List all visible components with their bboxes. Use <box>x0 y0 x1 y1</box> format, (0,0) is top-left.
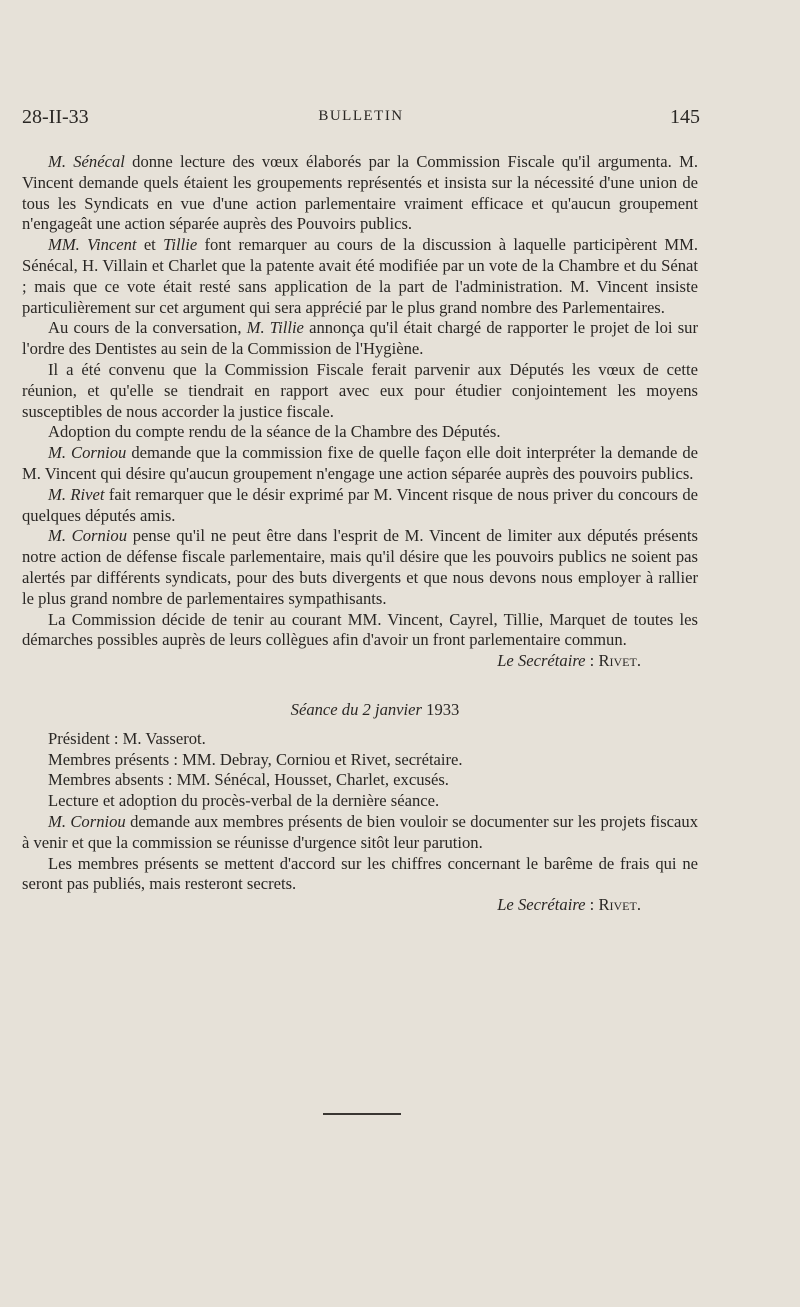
paragraph <box>22 729 698 750</box>
paragraph-text: La Commission décide de tenir au courant MM. Vincent, Cayrel, Tillie, Marquet de toutes les démarches possibles auprès de leurs collègues afin d'avoir un front parlementaire commun. <box>22 609 698 650</box>
paragraph <box>22 610 698 652</box>
page-header <box>22 106 700 134</box>
paragraph-text: et <box>136 235 164 255</box>
paragraph <box>22 422 698 443</box>
paragraph-text: Les membres présents se mettent d'accord sur les chiffres concernant le barême de frais qui ne seront pas publiés, mais resteront secrets. <box>22 853 698 894</box>
paragraph-text: Membres absents : MM. Sénécal, Housset, Charlet, excusés. <box>48 770 449 790</box>
speaker-name: M. Rivet <box>48 484 105 504</box>
paragraph <box>22 235 698 318</box>
paragraph-text: Il a été convenu que la Commission Fiscale ferait parvenir aux Députés les vœux de cette réunion, et qu'elle se tiendrait en rapport avec eux pour étudier conjointement les moyens susceptibles de nous accorder la justice fiscale. <box>22 359 698 421</box>
paragraph-text: Adoption du compte rendu de la séance de la Chambre des Députés. <box>48 422 501 442</box>
speaker-name: Tillie <box>163 235 198 255</box>
signature-separator: : <box>585 651 599 671</box>
header-date: 28-II-33 <box>22 106 89 128</box>
paragraph-text: fait remarquer que le désir exprimé par M. Vincent risque de nous priver du concours de quelques députés amis. <box>22 484 698 525</box>
section-divider <box>323 1113 401 1115</box>
paragraph <box>22 812 698 854</box>
signature-name: Rivet. <box>598 651 641 671</box>
speaker-name: M. Tillie <box>246 318 304 338</box>
paragraph-text: Membres présents : MM. Debray, Corniou et Rivet, secrétaire. <box>48 749 463 769</box>
paragraph <box>22 152 698 235</box>
speaker-name: M. Sénécal <box>48 152 125 171</box>
signature-role: Le Secrétaire <box>497 895 586 915</box>
signature-separator: : <box>585 895 599 915</box>
paragraph <box>22 750 698 771</box>
speaker-name: M. Corniou <box>48 443 127 463</box>
paragraph-text: Lecture et adoption du procès-verbal de la dernière séance. <box>48 791 440 811</box>
signature-name: Rivet. <box>598 895 641 915</box>
minutes-block-2 <box>22 729 698 895</box>
paragraph <box>22 443 698 485</box>
paragraph-text: font remarquer au cours de la discussion à laquelle participèrent MM. Sénécal, H. Villain et Charlet que la patente avait été modifiée par un vote de la Chambre et du Sénat ; mais que ce vote était resté sans application de la part de l'administration. M. Vincent insiste particulièrement sur cet argument qui sera apprécié par le plus grand nombre des Parlementaires. <box>22 235 698 317</box>
signature-1 <box>22 651 698 672</box>
speaker-name: M. Corniou <box>48 811 126 831</box>
signature-2 <box>22 895 698 916</box>
body-text <box>22 152 698 916</box>
session-title-text: Séance du 2 janvier <box>290 699 422 719</box>
paragraph-text: annonça qu'il était chargé de rapporter le projet de loi sur l'ordre des Dentistes au sein de la Commission de l'Hygiène. <box>22 318 698 359</box>
paragraph <box>22 360 698 422</box>
speaker-name: M. Corniou <box>48 526 128 546</box>
paragraph-text: pense qu'il ne peut être dans l'esprit de M. Vincent de limiter aux députés présents notre action de défense fiscale parlementaire, mais qu'il désire que les pouvoirs publics ne soient pas alertés par différents syndicats, pour des buts divergents et que nous devons nous employer à rallier le plus grand nombre de parlementaires sympathisants. <box>22 526 698 608</box>
paragraph <box>22 770 698 791</box>
speaker-name: MM. Vincent <box>48 235 137 255</box>
session-year: 1933 <box>426 699 460 719</box>
paragraph <box>22 526 698 609</box>
paragraph <box>22 318 698 360</box>
paragraph-text: Au cours de la conversation, <box>48 318 247 338</box>
session-title <box>22 700 698 721</box>
paragraph-text: Président : M. Vasserot. <box>48 728 206 748</box>
paragraph-text: demande que la commission fixe de quelle façon elle doit interpréter la demande de M. Vincent qui désire qu'aucun groupement n'engage une action séparée auprès des pouvoirs publics. <box>22 443 698 483</box>
paragraph-text: demande aux membres présents de bien vouloir se documenter sur les projets fiscaux à venir et que la commission se réunisse d'urgence sitôt leur parution. <box>22 811 698 852</box>
header-title: BULLETIN <box>318 108 404 124</box>
paragraph-text: donne lecture des vœux élaborés par la Commission Fiscale qu'il argumenta. M. Vincent demande quels étaient les groupements représentés et insista sur la nécessité d'une union de tous les Syndicats en vue d'une action parlementaire vraiment efficace et qu'aucun groupement n'engageât une action séparée auprès des Pouvoirs publics. <box>22 152 698 234</box>
paragraph <box>22 791 698 812</box>
paragraph <box>22 485 698 527</box>
page-number: 145 <box>670 106 700 128</box>
minutes-block-1 <box>22 152 698 651</box>
signature-role: Le Secrétaire <box>497 651 586 671</box>
paragraph <box>22 854 698 896</box>
